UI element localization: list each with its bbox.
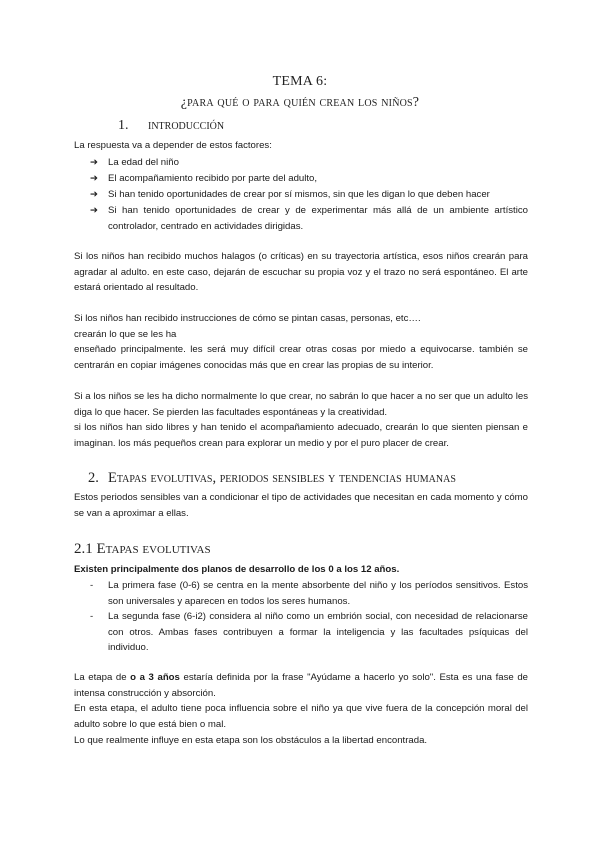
paragraph-etapa-0-3: La etapa de o a 3 años estaría definida por la frase "Ayúdame a hacerlo yo solo". Esta es una fase de intensa construcción y absorción. [74,672,528,699]
section-1-number: 1. [118,118,129,133]
factor-item: ➔ La edad del niño [90,155,530,171]
paragraph-instrucciones-line-2: crearán lo que se les ha [74,329,177,340]
paragraph-halagos: Si los niños han recibido muchos halagos (o críticas) en su trayectoria artística, esos niños crearán para agradar al adulto. en este caso, dejarán de escuchar su propia voz y el trazo no será espontáneo. El arte estará orientado al resultado. [74,251,528,293]
factor-item: ➔ El acompañamiento recibido por parte del adulto, [90,171,530,187]
section-2-1-heading: 2.1 Etapas evolutivas [74,541,211,557]
arrow-icon: ➔ [90,157,99,168]
paragraph-influencia: En esta etapa, el adulto tiene poca influencia sobre el niño ya que vive fuera de la concepción moral del adulto sobre lo que está bien o mal. [74,703,528,730]
paragraph-instrucciones-rest: enseñado principalmente. les será muy difícil crear otras cosas por miedo a equivocarse. también se centrarán en copiar imágenes conocidas más que en crear las propias de su interior. [74,344,528,371]
paragraph-obstaculos: Lo que realmente influye en esta etapa son los obstáculos a la libertad encontrada. [74,735,428,746]
phase-item: - La segunda fase (6-i2) considera al niño como un embrión social, con necesidad de relacionarse con otros. Ambas fases contribuyen a formar la inteligencia y las facultades psíquicas del individuo. [90,611,528,653]
paragraph-instrucciones-line-1: Si los niños han recibido instrucciones de cómo se pintan casas, personas, etc…. [74,313,421,324]
title-line-1: TEMA 6: [272,74,328,89]
paragraph-libres: si los niños han sido libres y han tenido el acompañamiento adecuado, crearán lo que sienten piensan e imaginan. los más pequeños crean para explorar un medio y por el puro placer de crear. [74,422,528,449]
arrow-icon: ➔ [90,173,99,184]
arrow-icon: ➔ [90,189,99,200]
section-2-number: 2. [88,470,99,486]
factor-item: ➔ Si han tenido oportunidades de crear y de experimentar más allá de un ambiente artístico controlador, centrado en actividades dirigidas. [90,205,528,232]
paragraph-periodos: Estos periodos sensibles van a condicionar el tipo de actividades que necesitan en cada momento y cómo se van a aproximar a ellas. [74,492,528,519]
phase-item: - La primera fase (0-6) se centra en la mente absorbente del niño y los períodos sensitivos. Estos son universales y aparecen en todos los seres humanos. [90,580,528,607]
section-1-intro: La respuesta va a depender de estos factores: [74,140,272,151]
section-2-1-lead: Existen principalmente dos planos de desarrollo de los 0 a los 12 años. [74,564,400,575]
section-2-heading: Etapas evolutivas, periodos sensibles y tendencias humanas [108,470,456,486]
factor-item: ➔ Si han tenido oportunidades de crear por sí mismos, sin que les digan lo que deben hacer [90,187,530,203]
dash-marker: - [90,580,94,591]
section-1-heading: introducción [148,118,225,133]
paragraph-dicho: Si a los niños se les ha dicho normalmente lo que crear, no sabrán lo que hacer a no ser que un adulto les diga lo que hacer. Se pierden las facultades espontáneas y la creatividad. [74,391,528,418]
dash-marker: - [90,611,94,622]
title-line-2: ¿para qué o para quién crean los niños? [180,95,420,110]
arrow-icon: ➔ [90,205,99,216]
